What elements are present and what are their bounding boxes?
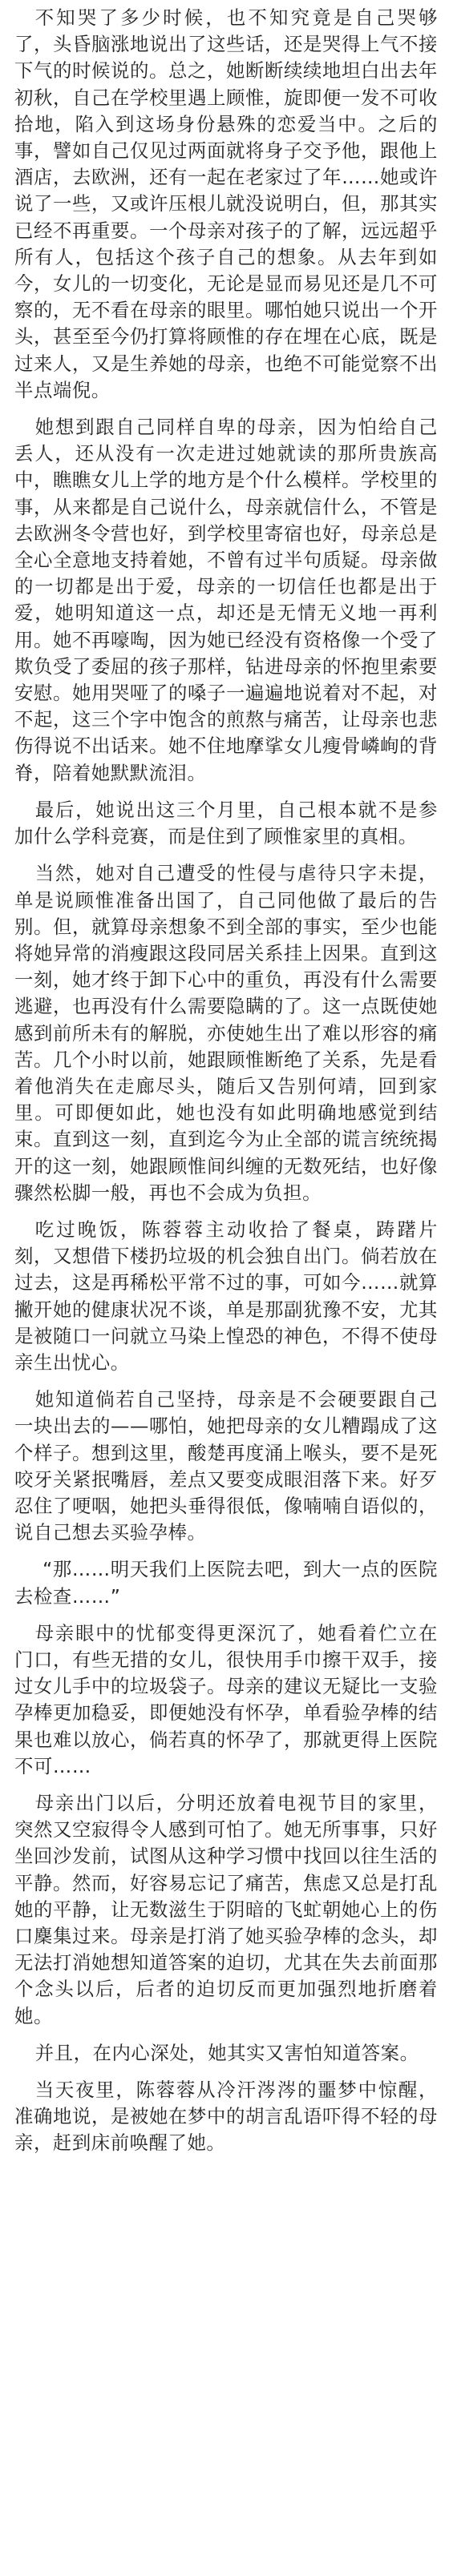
paragraph-11: 当天夜里，陈蓉蓉从冷汗涔涔的噩梦中惊醒，准确地说，是被她在梦中的胡言乱语吓得不轻的母亲，赶到床前唤醒了她。 [14,2079,438,2155]
paragraph-10: 并且，在内心深处，她其实又害怕知道答案。 [34,2041,419,2064]
paragraph-7-dialogue: “那……明天我们上医院去吧，到大一点的医院去检查……” [14,1558,438,1608]
paragraph-5: 吃过晚饭，陈蓉蓉主动收拾了餐桌，踌躇片刻，又想借下楼扔垃圾的机会独自出门。倘若放在过去，这是再稀松平常不过的事，可如今……就算撇开她的健康状况不谈，单是那副犹豫不安，尤其是被随口一问就立马染上惶恐的神色，不得不使母亲生出忧心。 [14,1218,438,1374]
paragraph-9: 母亲出门以后，分明还放着电视节目的家里，突然又空寂得令人感到可怕了。她无所事事，只好坐回沙发前，试图从这种学习惯中找回以往生活的平静。然而，好容易忘记了痛苦，焦虑又总是打乱她的平静，让无数滋生于阴暗的飞虻朝她心上的伤口麇集过来。母亲是打消了她买验孕棒的念头，却无法打消她想知道答案的迫切，尤其在失去前面那个念头以后，后者的迫切反而更加强烈地折磨着她。 [14,1792,438,2027]
paragraph-6: 她知道倘若自己坚持，母亲是不会硬要跟自己一块出去的——哪怕，她把母亲的女儿糟蹋成了这个样子。想到这里，酸楚再度涌上喉头，要不是死咬牙关紧抿嘴唇，差点又要变成眼泪落下来。好歹忍住了哽咽，她把头垂得很低，像喃喃自语似的，说自己想去买验孕棒。 [14,1388,438,1544]
paragraph-8: 母亲眼中的忧郁变得更深沉了，她看着伫立在门口，有些无措的女儿，很快用手巾擦干双手，接过女儿手中的垃圾袋子。母亲的建议无疑比一支验孕棒更加稳妥，即便她没有怀孕，单看验孕棒的结果也难以放心，倘若真的怀孕了，那就更得上医院不可…… [14,1621,438,1777]
paragraph-4: 当然，她对自己遭受的性侵与虐待只字未提，单是说顾惟准备出国了，自己同他做了最后的告别。但，就算母亲想象不到全部的事实，至少也能将她异常的消瘦跟这段同居关系挂上因果。直到这一刻，她才终于卸下心中的重负，再没有什么需要逃避，也再没有什么需要隐瞒的了。这一点既使她感到前所未有的解脱，亦使她生出了难以形容的痛苦。几个小时以前，她跟顾惟断绝了关系，先是看着他消失在走廊尽头，随后又告别何靖，回到家里。可即便如此，她也没有如此明确地感觉到结束。直到这一刻，直到迄今为止全部的谎言统统揭开的这一刻，她跟顾惟间纠缠的无数死结，也好像骤然松脚一般，再也不会成为负担。 [14,862,438,1204]
paragraph-3: 最后，她说出这三个月里，自己根本就不是参加什么学科竞赛，而是住到了顾惟家里的真相。 [14,798,438,848]
paragraph-2: 她想到跟自己同样自卑的母亲，因为怕给自己丢人，还从没有一次走进过她就读的那所贵族高中，瞧瞧女儿上学的地方是个什么模样。学校里的事，从来都是自己说什么，母亲就信什么，不管是去欧洲冬令营也好，到学校里寄宿也好，母亲总是全心全意地支持着她，不曾有过半句质疑。母亲做的一切都是出于爱，母亲的一切信任也都是出于爱，她明知道这一点，却还是无情无义地一再利用。她不再嚎啕，因为她已经没有资格像一个受了欺负受了委屈的孩子那样，钻进母亲的怀抱里索要安慰。她用哭哑了的嗓子一遍遍地说着对不起，对不起，这三个字中饱含的煎熬与痛苦，让母亲也悲伤得说不出话来。她不住地摩挲女儿瘦骨嶙峋的背脊，陪着她默默流泪。 [14,416,438,784]
paragraph-1: 不知哭了多少时候，也不知究竟是自己哭够了，头昏脑涨地说出了这些话，还是哭得上气不接下气的时候说的。总之，她断断续续地坦白出去年初秋，自己在学校里遇上顾惟，旋即便一发不可收拾地，陷入到这场身份悬殊的恋爱当中。之后的事，譬如自己仅见过两面就将身子交予他，跟他上酒店，去欧洲，还有一起在老家过了年……她或许说了一些，又或许压根儿就没说明白，但，那其实已经不再重要。一个母亲对孩子的了解，远远超乎所有人，包括这个孩子自己的想象。从去年到如今，女儿的一切变化，无论是显而易见还是几不可察的，无不看在母亲的眼里。哪怕她只说出一个开头，甚至至今仍打算将顾惟的存在埋在心底，既是过来人，又是生养她的母亲，也绝不可能觉察不出半点端倪。 [14,6,438,401]
